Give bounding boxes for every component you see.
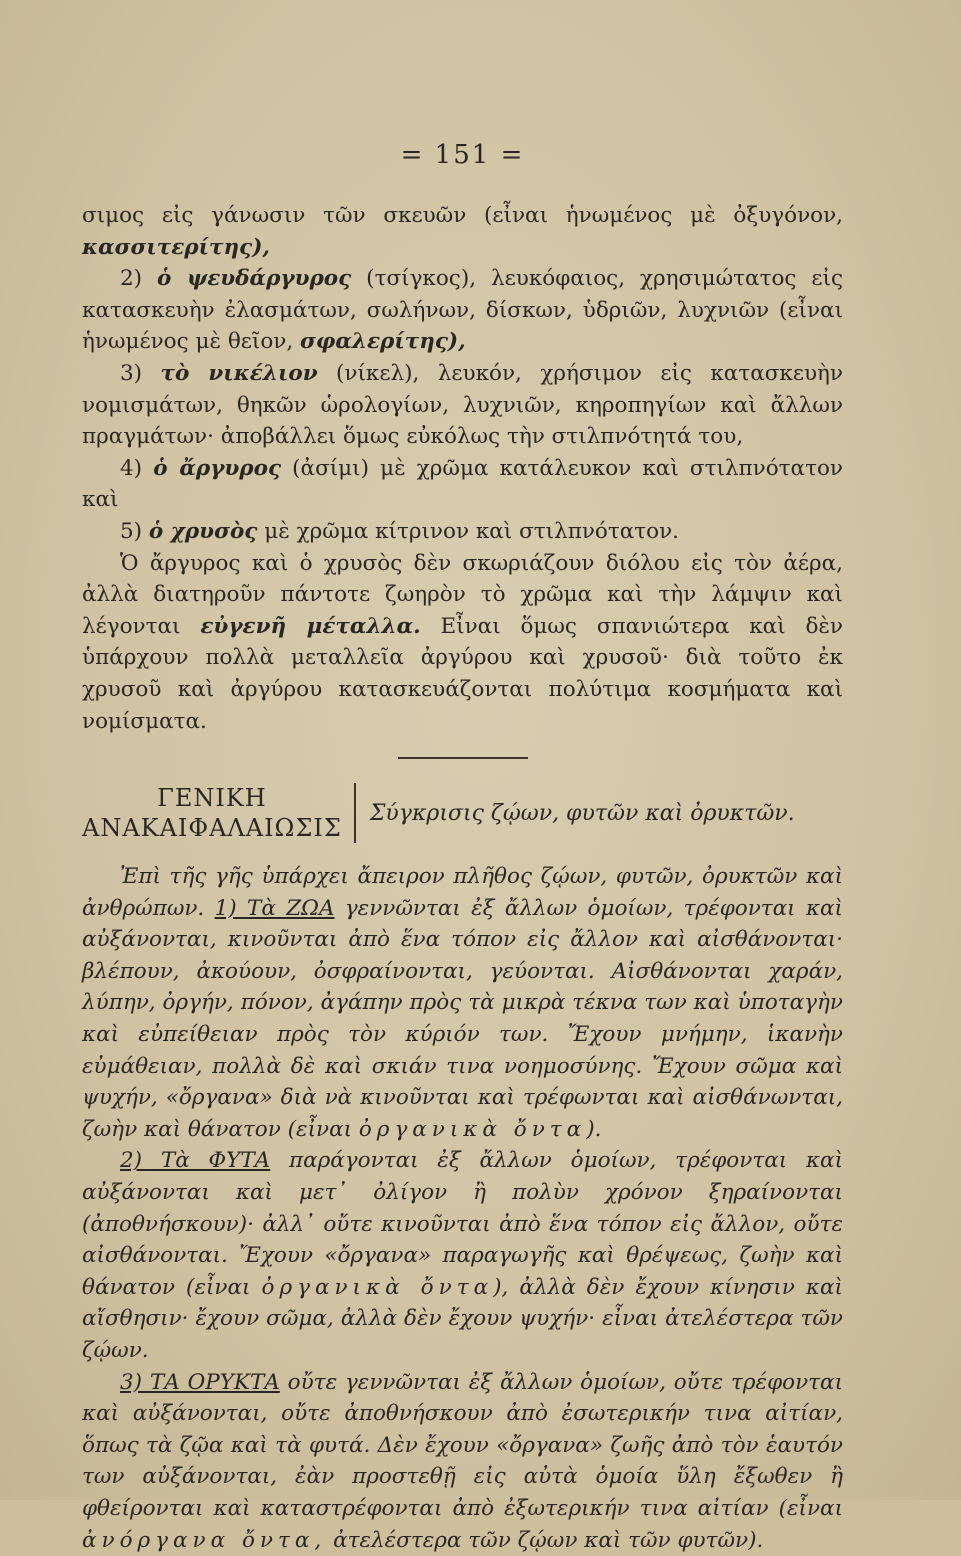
heading-subtitle: Σύγκρισις ζῴων, φυτῶν καὶ ὀρυκτῶν.: [369, 800, 795, 826]
metal-name: ὁ χρυσὸς: [148, 518, 258, 544]
text-run: Ἐπὶ τῆς γῆς ὑπάρχει ἄπειρον πλῆθος ζῴων, φυτῶν, ὀρυκτῶν καὶ ἀνθρώπων.: [82, 864, 843, 921]
text-run: μὲ χρῶμα κίτρινον καὶ στιλπνότατον.: [257, 518, 679, 544]
item-number: 4): [120, 455, 143, 481]
section-divider: [398, 757, 528, 759]
text-run: Εἶναι ὅμως σπανιώτερα καὶ δὲν ὑπάρχουν πολλὰ μεταλλεῖα ἀργύρου καὶ χρυσοῦ· διὰ τοῦτο ἐκ χρυσοῦ καὶ ἀργύρου κατασκευάζονται πολύτιμα κοσμήματα καὶ νομίσματα.: [82, 613, 843, 734]
heading-title-line: ΓΕΝΙΚΗ: [157, 784, 267, 813]
text-run: (νίκελ), λευκόν, χρήσιμον εἰς κατασκευὴν νομισμάτων, θηκῶν ὡρολογίων, λυχνιῶν, κηροπηγίων καὶ ἄλλων πραγμάτων· ἀποβάλλει ὅμως εὐκόλως τὴν στιλπνότητά του,: [82, 360, 844, 450]
text-run: (ἀσίμι) μὲ χρῶμα κατάλευκον καὶ στιλπνότατον καὶ: [82, 455, 843, 513]
summary-minerals: [82, 1367, 843, 1556]
section-label-minerals: 3) ΤΑ ΟΡΥΚΤΑ: [120, 1369, 280, 1395]
spaced-term: ὀργανικὰ ὄντα: [358, 1116, 587, 1142]
item-number: 5): [120, 518, 143, 544]
section-label-plants: 2) Τὰ ΦΥΤΑ: [120, 1148, 271, 1174]
mineral-term: κασσιτερίτης),: [82, 234, 270, 260]
list-item-silver: [82, 453, 843, 516]
text-run: ), ἀλλὰ δὲν ἔχουν κίνησιν καὶ αἴσθησιν· ἔχουν σῶμα, ἀλλὰ δὲν ἔχουν ψυχήν· εἶναι ἀτελέστερα τῶν ζῴων.: [82, 1274, 843, 1363]
text-run: σιμος εἰς γάνωσιν τῶν σκευῶν (εἶναι ἡνωμένος μὲ ὀξυγόνον,: [82, 203, 843, 228]
text-run: οὔτε γεννῶνται ἐξ ἄλλων ὁμοίων, οὔτε τρέφονται καὶ αὐξάνονται, οὔτε ἀποθνήσκουν ἀπὸ ἐσωτερικήν τινα αἰτίαν, ὅπως τὰ ζῷα καὶ τὰ φυτά. Δὲν ἔχουν «ὄργανα» ζωῆς ἀπὸ τὸν ἑαυτόν των αὐξάνονται, ἐὰν προστεθῇ εἰς αὐτὰ ὁμοία ὕλη ἔξωθεν ἢ φθείρονται καὶ καταστρέφονται ἀπὸ ἐξωτερικήν τινα αἰτίαν (εἶναι: [82, 1369, 843, 1521]
section-label-animals: 1) Τὰ ΖΩΑ: [214, 895, 335, 921]
list-item-nickel: [82, 358, 843, 453]
text-run: Ὁ ἄργυρος καὶ ὁ χρυσὸς δὲν σκωριάζουν διόλου εἰς τὸν ἀέρα, ἀλλὰ διατηροῦν πάντοτε ζωηρὸν τὸ χρῶμα καὶ τὴν λάμψιν καὶ λέγονται: [82, 550, 843, 639]
metal-name: τὸ νικέλιον: [160, 360, 318, 386]
list-item-zinc: [82, 263, 843, 358]
text-run: ).: [586, 1116, 602, 1142]
summary-animals: [82, 861, 843, 1145]
page-number: = 151 =: [400, 140, 525, 170]
item-number: 2): [120, 266, 143, 292]
metal-name: ὁ ψευδάργυρος: [157, 266, 352, 292]
text-run: παράγονται ἐξ ἄλλων ὁμοίων, τρέφονται καὶ αὐξάνονται καὶ μετ᾽ ὀλίγον ἢ πολὺν χρόνον ξηραίνονται (ἀποθνήσκουν)· ἀλλ᾽ οὔτε κινοῦνται ἀπὸ ἕνα τόπον εἰς ἄλλον, οὔτε αἰσθάνονται. Ἔχουν «ὄργανα» παραγωγῆς καὶ θρέψεως, ζωὴν καὶ θάνατον (εἶναι: [82, 1148, 843, 1300]
item-number: 3): [120, 360, 143, 386]
text-run: ἀτελέστερα τῶν ζῴων καὶ τῶν φυτῶν).: [326, 1527, 764, 1553]
paragraph-continuation: [82, 200, 843, 263]
metal-name: ὁ ἄργυρος: [153, 455, 282, 481]
text-run: γεννῶνται ἐξ ἄλλων ὁμοίων, τρέφονται καὶ αὐξάνονται, κινοῦνται ἀπὸ ἕνα τόπον εἰς ἄλλον καὶ αἰσθάνονται· βλέπουν, ἀκούουν, ὀσφραίνονται, γεύονται. Αἰσθάνονται χαράν, λύπην, ὀργήν, πόνον, ἀγάπην πρὸς τὰ μικρὰ τέκνα των καὶ ὑποταγὴν καὶ εὐπείθειαν πρὸς τὸν κύριόν των. Ἔχουν μνήμην, ἱκανὴν εὐμάθειαν, πολλὰ δὲ καὶ σκιάν τινα νοημοσύνης. Ἔχουν σῶμα καὶ ψυχήν, «ὄργανα» διὰ νὰ κινοῦνται καὶ τρέφωνται καὶ αἰσθάνωνται, ζωὴν καὶ θάνατον (εἶναι: [82, 895, 843, 1142]
mineral-term: σφαλερίτης),: [300, 329, 466, 355]
summary-plants: [82, 1145, 843, 1366]
text-run: (τσίγκος), λευκόφαιος, χρησιμώτατος εἰς κατασκευὴν ἐλασμάτων, σωλήνων, δίσκων, ὑδριῶν, λυχνιῶν (εἶναι ἡνωμένος μὲ θεῖον,: [82, 266, 844, 355]
list-item-gold: [82, 516, 843, 548]
section-heading: [82, 783, 843, 843]
noble-metals-term: εὐγενῆ μέταλλα.: [200, 613, 421, 639]
heading-title: [82, 783, 356, 843]
spaced-term: ἀνόργανα ὄντα,: [82, 1527, 327, 1553]
heading-title-line: ΑΝΑΚΑΙΦΑΛΑΙΩΣΙΣ: [82, 814, 342, 843]
paragraph-noble-metals: [82, 548, 843, 738]
spaced-term: ὀργανικὰ ὄντα: [261, 1274, 494, 1300]
